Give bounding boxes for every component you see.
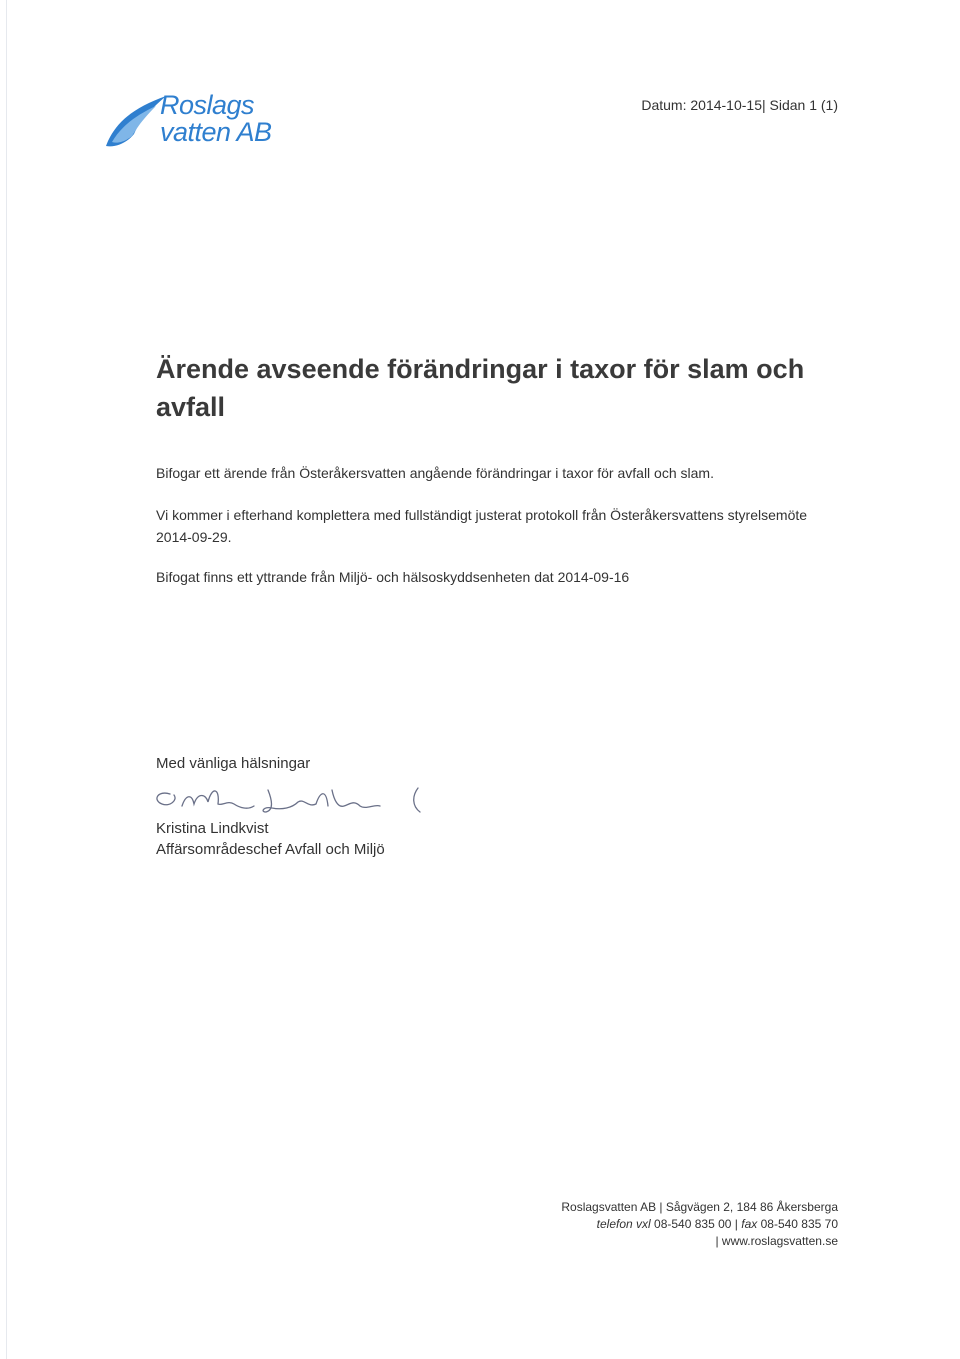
- handwritten-signature: [148, 780, 448, 820]
- closing-greeting: Med vänliga hälsningar: [156, 755, 311, 772]
- scan-edge: [6, 0, 7, 1359]
- footer-contact: [561, 1216, 838, 1233]
- phone-label: telefon vxl: [596, 1217, 651, 1231]
- fax-number: 08-540 835 70: [760, 1217, 838, 1231]
- document-title: Ärende avseende förändringar i taxor för slam och avfall: [156, 354, 805, 422]
- fax-label: fax: [741, 1217, 758, 1231]
- paragraph-3: Bifogat finns ett yttrande från Miljö- och hälsoskyddsenheten dat 2014-09-16: [156, 569, 630, 585]
- footer: [561, 1199, 838, 1250]
- company-logo: [100, 86, 290, 156]
- logo-line-1: Roslags: [160, 90, 255, 120]
- phone-number: 08-540 835 00 |: [654, 1217, 738, 1231]
- footer-address: Roslagsvatten AB | Sågvägen 2, 184 86 Åkersberga: [561, 1200, 838, 1214]
- signer-title: Affärsområdeschef Avfall och Miljö: [156, 841, 385, 858]
- date-page-info: Datum: 2014-10-15| Sidan 1 (1): [641, 97, 838, 113]
- paragraph-1: Bifogar ett ärende från Österåkersvatten angående förändringar i taxor för avfall och slam.: [156, 465, 714, 481]
- signer-name: Kristina Lindkvist: [156, 820, 269, 837]
- footer-website: | www.roslagsvatten.se: [715, 1234, 838, 1248]
- paragraph-2: Vi kommer i efterhand komplettera med fullständigt justerat protokoll från Österåkersvattens styrelsemöte 2014-09-29.: [156, 507, 808, 545]
- logo-line-2: vatten AB: [160, 117, 272, 147]
